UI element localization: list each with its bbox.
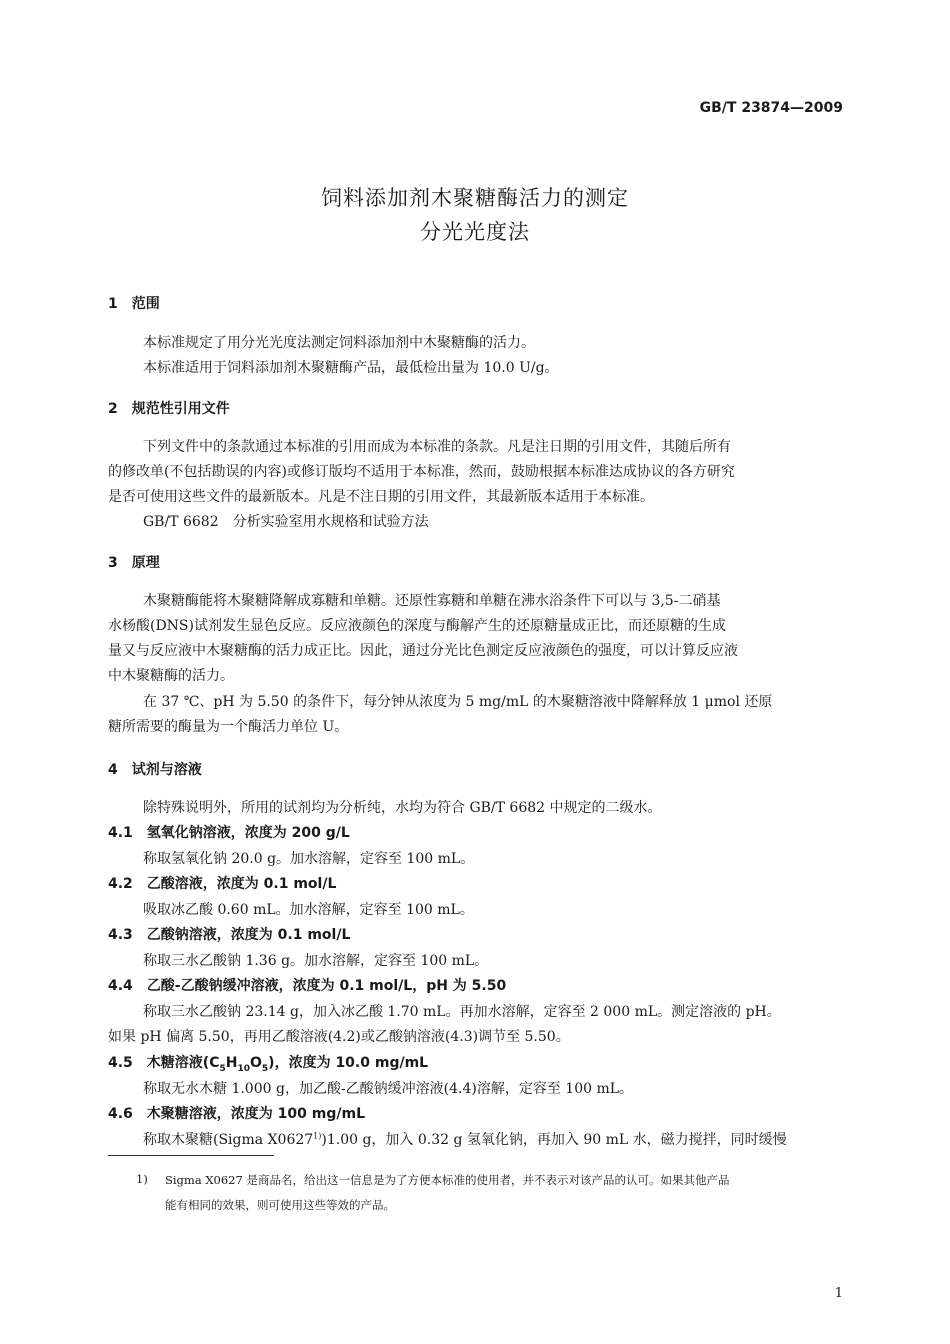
paragraph-line: 的修改单(不包括勘误的内容)或修订版均不适用于本标准，然而，鼓励根据本标准达成协议的各方研究	[108, 464, 735, 480]
paragraph-line: 水杨酸(DNS)试剂发生显色反应。反应液颜色的深度与酶解产生的还原糖量成正比，而还原糖的生成	[108, 618, 726, 634]
section-heading-normative-references: 2 规范性引用文件	[108, 401, 230, 417]
standard-number: GB/T 23874—2009	[699, 100, 843, 116]
item-heading-4-3: 4.3 乙酸钠溶液，浓度为 0.1 mol/L	[108, 927, 351, 943]
footnote-rule	[108, 1155, 274, 1156]
paragraph-line: 中木聚糖酶的活力。	[108, 668, 234, 684]
footnote-text: 能有相同的效果，则可使用这些等效的产品。	[165, 1198, 395, 1212]
paragraph-line: 糖所需要的酶量为一个酶活力单位 U。	[108, 719, 349, 735]
section-heading-scope: 1 范围	[108, 296, 160, 312]
section-heading-reagents: 4 试剂与溶液	[108, 762, 202, 778]
paragraph-line: 木聚糖酶能将木聚糖降解成寡糖和单糖。还原性寡糖和单糖在沸水浴条件下可以与 3,5-二硝基	[143, 593, 721, 609]
item-text: 吸取冰乙酸 0.60 mL。加水溶解，定容至 100 mL。	[143, 902, 474, 918]
document-subtitle: 分光光度法	[420, 220, 530, 244]
paragraph-line: 除特殊说明外，所用的试剂均为分析纯，水均为符合 GB/T 6682 中规定的二级水。	[143, 800, 662, 816]
paragraph-line: 量又与反应液中木聚糖酶的活力成正比。因此，通过分光比色测定反应液颜色的强度，可以计算反应液	[108, 643, 738, 659]
footnote-text: Sigma X0627 是商品名，给出这一信息是为了方便本标准的使用者，并不表示对该产品的认可。如果其他产品	[165, 1173, 730, 1187]
section-heading-principle: 3 原理	[108, 555, 160, 571]
item-heading-4-2: 4.2 乙酸溶液，浓度为 0.1 mol/L	[108, 876, 337, 892]
paragraph-line: 在 37 ℃、pH 为 5.50 的条件下，每分钟从浓度为 5 mg/mL 的木聚糖溶液中降解释放 1 μmol 还原	[143, 694, 773, 710]
footnote-reference: 1)	[313, 1131, 322, 1141]
paragraph-line: 本标准适用于饲料添加剂木聚糖酶产品，最低检出量为 10.0 U/g。	[143, 360, 559, 376]
page-number: 1	[834, 1286, 843, 1301]
item-heading-4-4: 4.4 乙酸-乙酸钠缓冲溶液，浓度为 0.1 mol/L，pH 为 5.50	[108, 978, 507, 994]
paragraph-line: 下列文件中的条款通过本标准的引用而成为本标准的条款。凡是注日期的引用文件，其随后所有	[143, 439, 731, 455]
document-title: 饲料添加剂木聚糖酶活力的测定	[321, 186, 629, 210]
paragraph-line: 是否可使用这些文件的最新版本。凡是不注日期的引用文件，其最新版本适用于本标准。	[108, 489, 654, 505]
item-heading-4-6: 4.6 木聚糖溶液，浓度为 100 mg/mL	[108, 1106, 366, 1122]
item-heading-4-1: 4.1 氢氧化钠溶液，浓度为 200 g/L	[108, 825, 350, 841]
item-text: 称取三水乙酸钠 1.36 g。加水溶解，定容至 100 mL。	[143, 953, 489, 969]
footnote-marker: 1)	[136, 1172, 148, 1186]
item-text: 称取无水木糖 1.000 g，加乙酸-乙酸钠缓冲溶液(4.4)溶解，定容至 100 mL。	[143, 1081, 634, 1097]
item-text: 称取三水乙酸钠 23.14 g，加入冰乙酸 1.70 mL。再加水溶解，定容至 2 000 mL。测定溶液的 pH。	[143, 1004, 781, 1020]
paragraph-line: 本标准规定了用分光光度法测定饲料添加剂中木聚糖酶的活力。	[143, 335, 535, 351]
item-heading-4-5: 4.5 木糖溶液$(C_5H_{10}O_5)$，浓度为 10.0 mg/mL	[108, 1055, 429, 1074]
item-text: 称取氢氧化钠 20.0 g。加水溶解，定容至 100 mL。	[143, 851, 475, 867]
item-text: 如果 pH 偏离 5.50，再用乙酸溶液(4.2)或乙酸钠溶液(4.3)调节至 5.50。	[108, 1029, 570, 1045]
item-text: 称取木聚糖(Sigma X0627$^{1)}$)1.00 g，加入 0.32 g 氢氧化钠，再加入 90 mL 水，磁力搅拌，同时缓慢	[143, 1131, 787, 1148]
reference-item: GB/T 6682 分析实验室用水规格和试验方法	[143, 514, 429, 530]
